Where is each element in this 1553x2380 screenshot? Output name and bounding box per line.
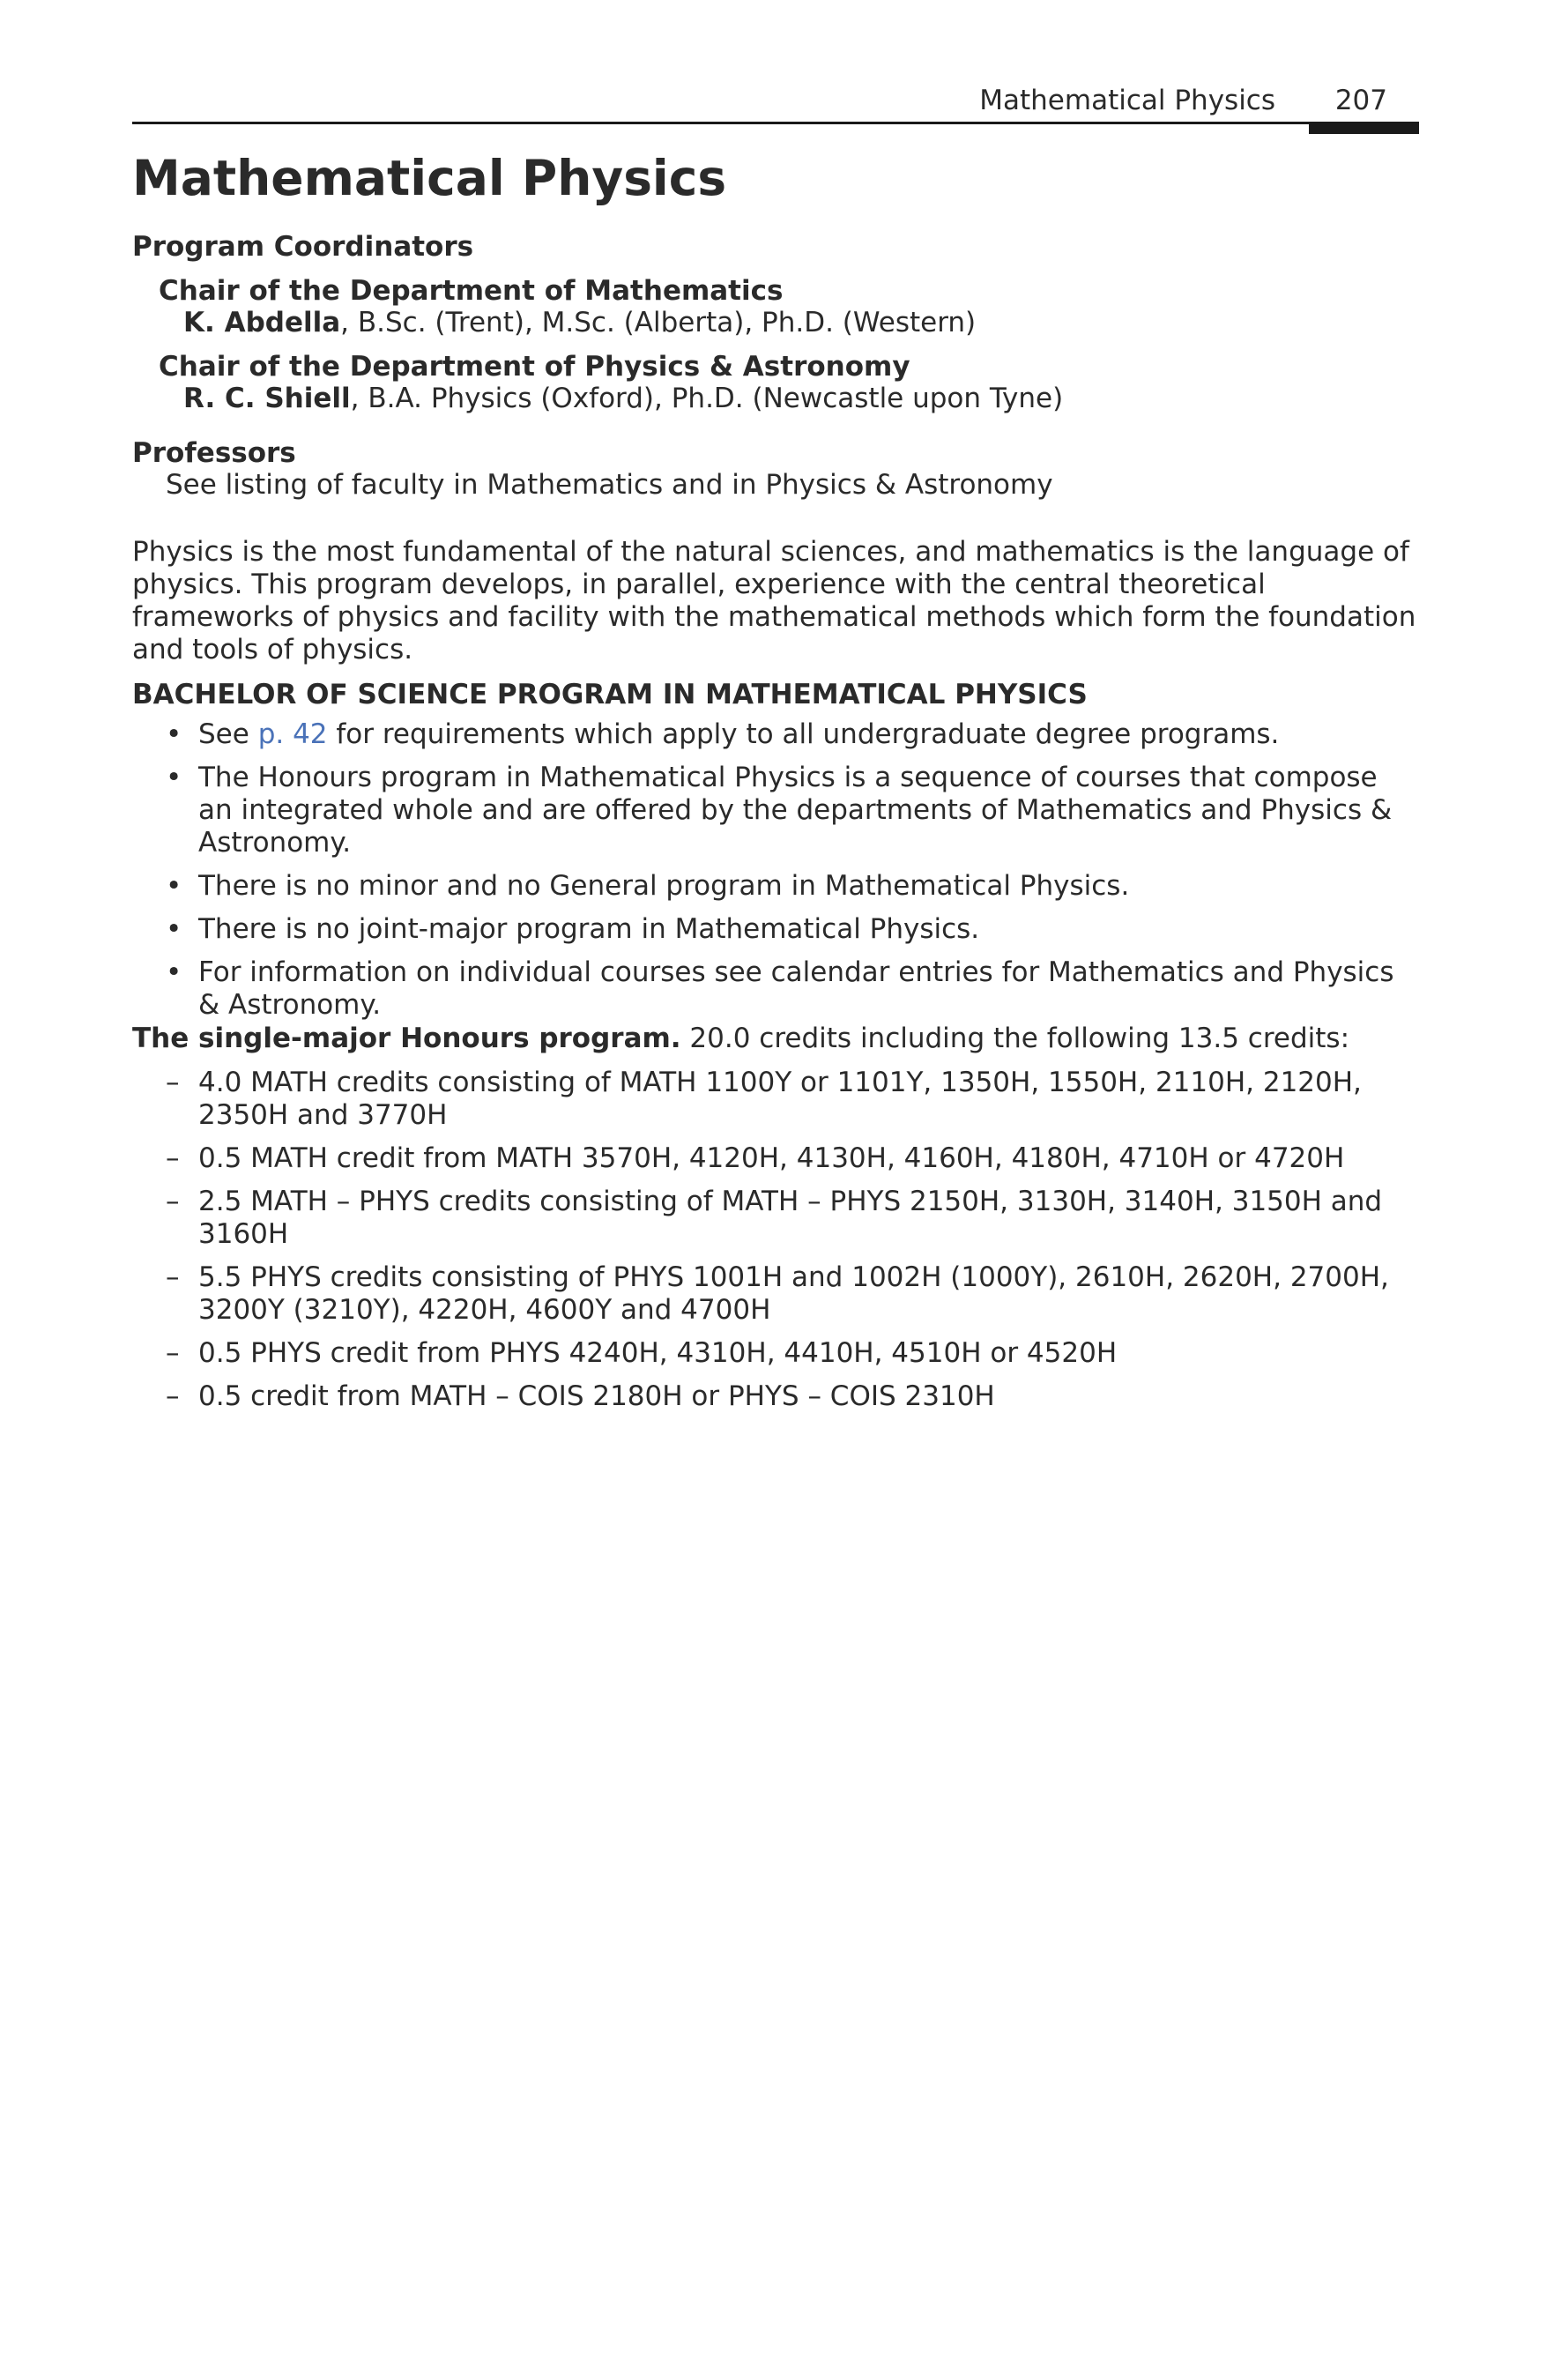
list-item bbox=[132, 1380, 1419, 1413]
document-page bbox=[132, 0, 1419, 2380]
page-number: 207 bbox=[1334, 85, 1387, 116]
list-item bbox=[132, 1337, 1419, 1370]
bsc-heading: BACHELOR OF SCIENCE PROGRAM IN MATHEMATICAL PHYSICS bbox=[132, 679, 1088, 710]
page-title: Mathematical Physics bbox=[132, 150, 727, 206]
bullet-text: There is no minor and no General program in Mathematical Physics. bbox=[198, 870, 1130, 902]
page-42-link[interactable]: p. 42 bbox=[257, 718, 328, 750]
honours-intro bbox=[132, 1023, 1349, 1055]
bullet-mark: • bbox=[166, 762, 182, 793]
requirement-text: 5.5 PHYS credits consisting of PHYS 1001H and 1002H (1000Y), 2610H, 2620H, 2700H, 3200Y (3210Y), 4220H, 4600Y and 4700H bbox=[198, 1261, 1389, 1326]
bullet-mark: • bbox=[166, 718, 182, 750]
list-item bbox=[132, 718, 1419, 751]
running-header-title: Mathematical Physics bbox=[979, 85, 1275, 116]
list-item bbox=[132, 1142, 1419, 1175]
chair-physics-dept: Chair of the Department of Physics & Astronomy bbox=[159, 351, 910, 383]
chair-math-dept: Chair of the Department of Mathematics bbox=[159, 275, 784, 307]
running-header bbox=[132, 78, 1419, 123]
dash-mark: – bbox=[166, 1380, 180, 1412]
honours-requirement-list bbox=[132, 1067, 1419, 1424]
dash-mark: – bbox=[166, 1186, 180, 1217]
professors-text: See listing of faculty in Mathematics and in Physics & Astronomy bbox=[166, 469, 1053, 501]
chair-physics-name: R. C. Shiell bbox=[183, 383, 351, 414]
dash-mark: – bbox=[166, 1142, 180, 1174]
bullet-text: The Honours program in Mathematical Physics is a sequence of courses that compose an integrated whole and are offered by the departments of Mathematics and Physics & Astronomy. bbox=[198, 762, 1393, 859]
bsc-bullet-list bbox=[132, 718, 1419, 1032]
chair-physics-credentials: , B.A. Physics (Oxford), Ph.D. (Newcastle upon Tyne) bbox=[350, 383, 1064, 414]
bullet-text: See bbox=[198, 718, 258, 750]
requirement-text: 0.5 credit from MATH – COIS 2180H or PHYS – COIS 2310H bbox=[198, 1380, 995, 1412]
requirement-text: 0.5 PHYS credit from PHYS 4240H, 4310H, 4410H, 4510H or 4520H bbox=[198, 1337, 1118, 1369]
coordinators-heading: Program Coordinators bbox=[132, 231, 474, 263]
list-item bbox=[132, 1186, 1419, 1251]
intro-paragraph: Physics is the most fundamental of the natural sciences, and mathematics is the language of physics. This program develops, in parallel, experience with the central theoretical frameworks of physics and facility with the mathematical methods which form the foundation and tools of physics. bbox=[132, 536, 1416, 666]
bullet-text: for requirements which apply to all undergraduate degree programs. bbox=[327, 718, 1280, 750]
dash-mark: – bbox=[166, 1261, 180, 1293]
bullet-mark: • bbox=[166, 913, 182, 945]
requirement-text: 4.0 MATH credits consisting of MATH 1100Y or 1101Y, 1350H, 1550H, 2110H, 2120H, 2350H and 3770H bbox=[198, 1067, 1362, 1131]
list-item bbox=[132, 956, 1419, 1022]
bullet-text: There is no joint-major program in Mathematical Physics. bbox=[198, 913, 980, 945]
header-rule bbox=[132, 122, 1419, 124]
chair-math-credentials: , B.Sc. (Trent), M.Sc. (Alberta), Ph.D. (Western) bbox=[340, 307, 977, 338]
list-item bbox=[132, 762, 1419, 859]
requirement-text: 0.5 MATH credit from MATH 3570H, 4120H, 4130H, 4160H, 4180H, 4710H or 4720H bbox=[198, 1142, 1345, 1174]
chair-math-person bbox=[183, 307, 976, 339]
list-item bbox=[132, 870, 1419, 903]
list-item bbox=[132, 1067, 1419, 1132]
bullet-mark: • bbox=[166, 870, 182, 902]
chair-math-name: K. Abdella bbox=[183, 307, 341, 338]
dash-mark: – bbox=[166, 1337, 180, 1369]
professors-heading: Professors bbox=[132, 437, 296, 469]
bullet-text: For information on individual courses see calendar entries for Mathematics and Physics & Astronomy. bbox=[198, 956, 1394, 1021]
header-tab-bar bbox=[1309, 122, 1419, 134]
list-item bbox=[132, 913, 1419, 946]
chair-physics-person bbox=[183, 383, 1063, 415]
honours-text: 20.0 credits including the following 13.5 credits: bbox=[680, 1023, 1350, 1054]
requirement-text: 2.5 MATH – PHYS credits consisting of MATH – PHYS 2150H, 3130H, 3140H, 3150H and 3160H bbox=[198, 1186, 1383, 1250]
dash-mark: – bbox=[166, 1067, 180, 1098]
list-item bbox=[132, 1261, 1419, 1327]
honours-lead: The single-major Honours program. bbox=[132, 1023, 681, 1054]
bullet-mark: • bbox=[166, 956, 182, 988]
